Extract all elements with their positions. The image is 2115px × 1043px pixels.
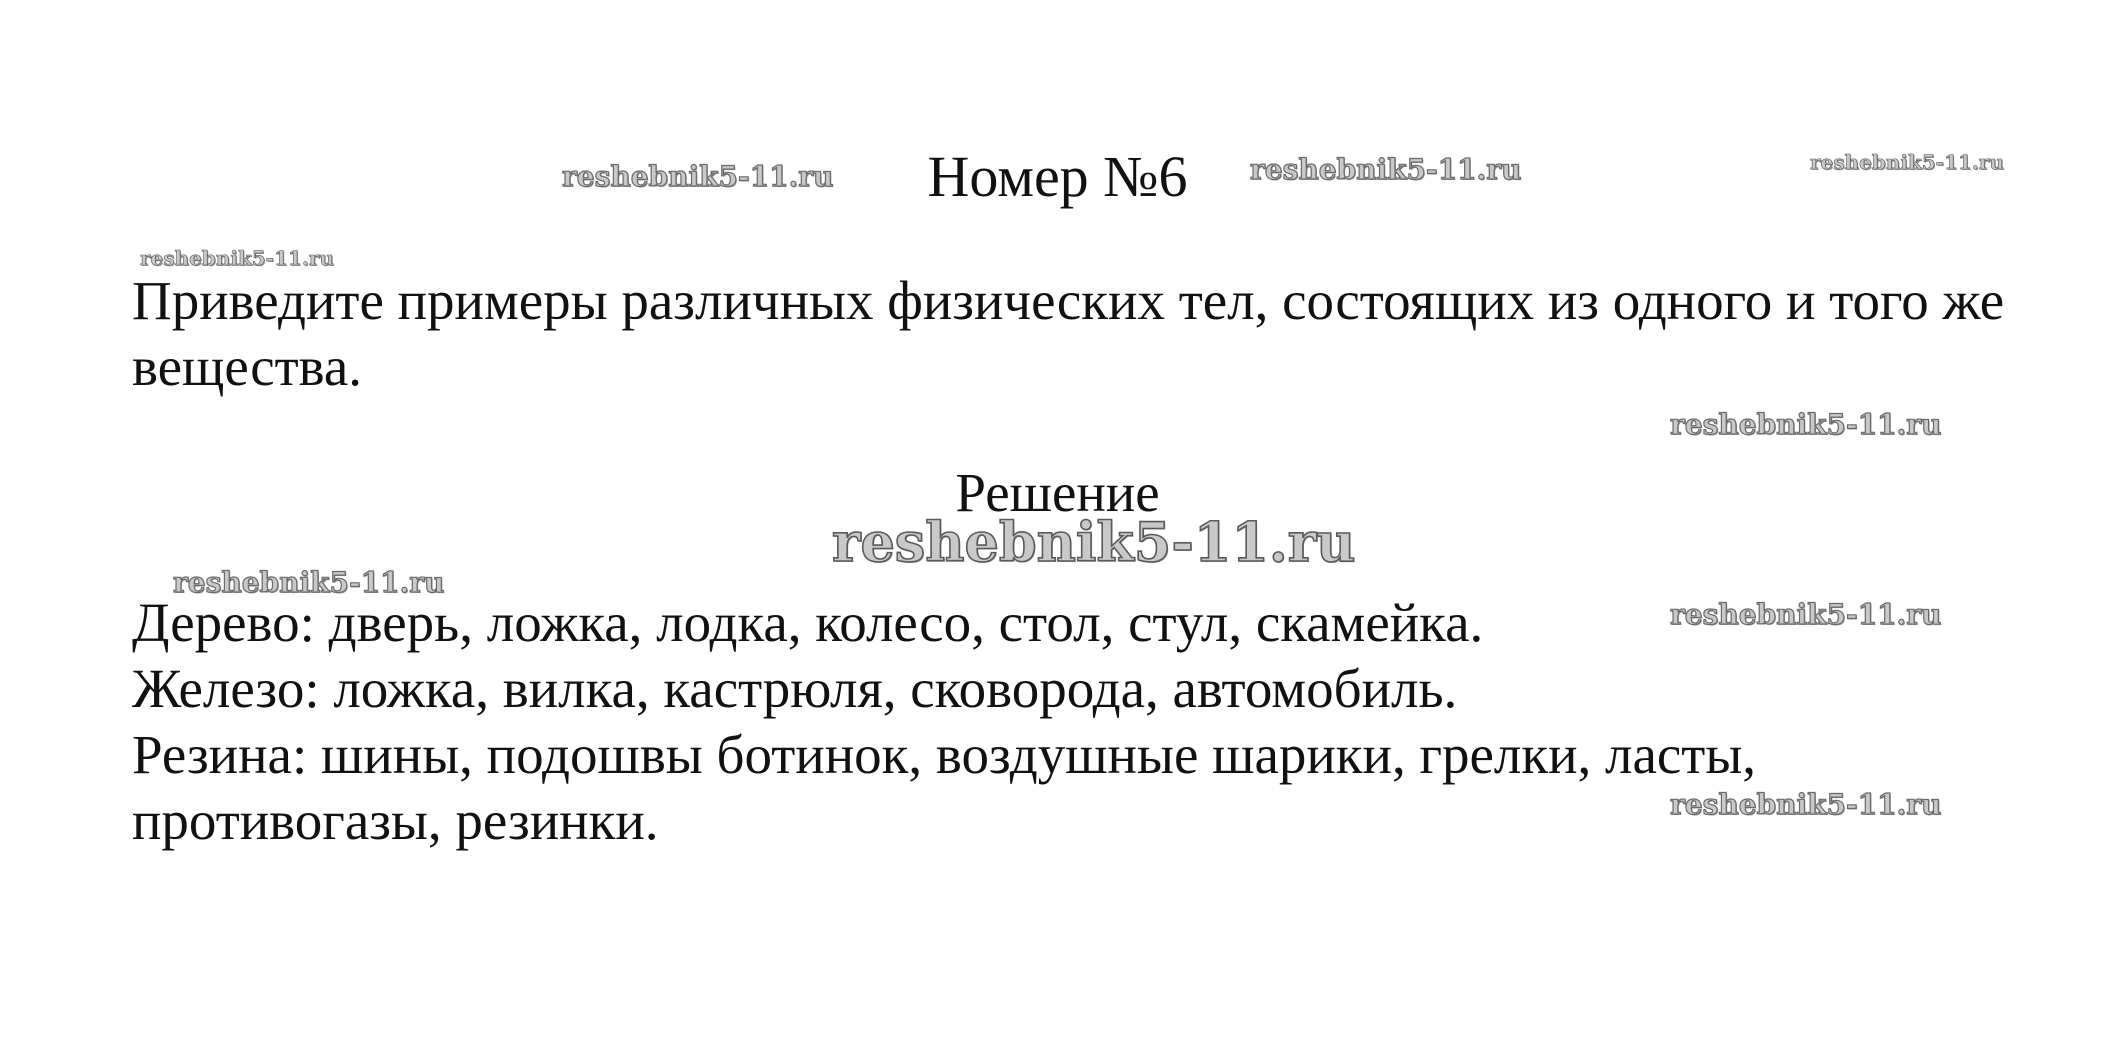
watermark: reshebnik5-11.ru [173,566,445,599]
watermark: reshebnik5-11.ru [1810,150,2004,174]
watermark: reshebnik5-11.ru [1670,598,1942,631]
watermark: reshebnik5-11.ru [1250,153,1522,186]
watermark: reshebnik5-11.ru [1670,788,1942,821]
answer-iron: Железо: ложка, вилка, кастрюля, сковорода, автомобиль. [132,658,1458,719]
page-title: Номер №6 [927,144,1188,209]
answer-rubber: Резина: шины, подошвы ботинок, воздушные шарики, грелки, ласты, противогазы, резинки. [132,724,1757,851]
solution-heading: Решение [955,462,1160,523]
question-text: Приведите примеры различных физических тел, состоящих из одного и того же вещества. [132,270,2005,397]
answer-wood: Дерево: дверь, ложка, лодка, колесо, стол, стул, скамейка. [132,592,1484,653]
watermark: reshebnik5-11.ru [832,510,1356,574]
watermark: reshebnik5-11.ru [1670,408,1942,441]
watermark: reshebnik5-11.ru [140,246,334,270]
watermark: reshebnik5-11.ru [562,160,834,193]
